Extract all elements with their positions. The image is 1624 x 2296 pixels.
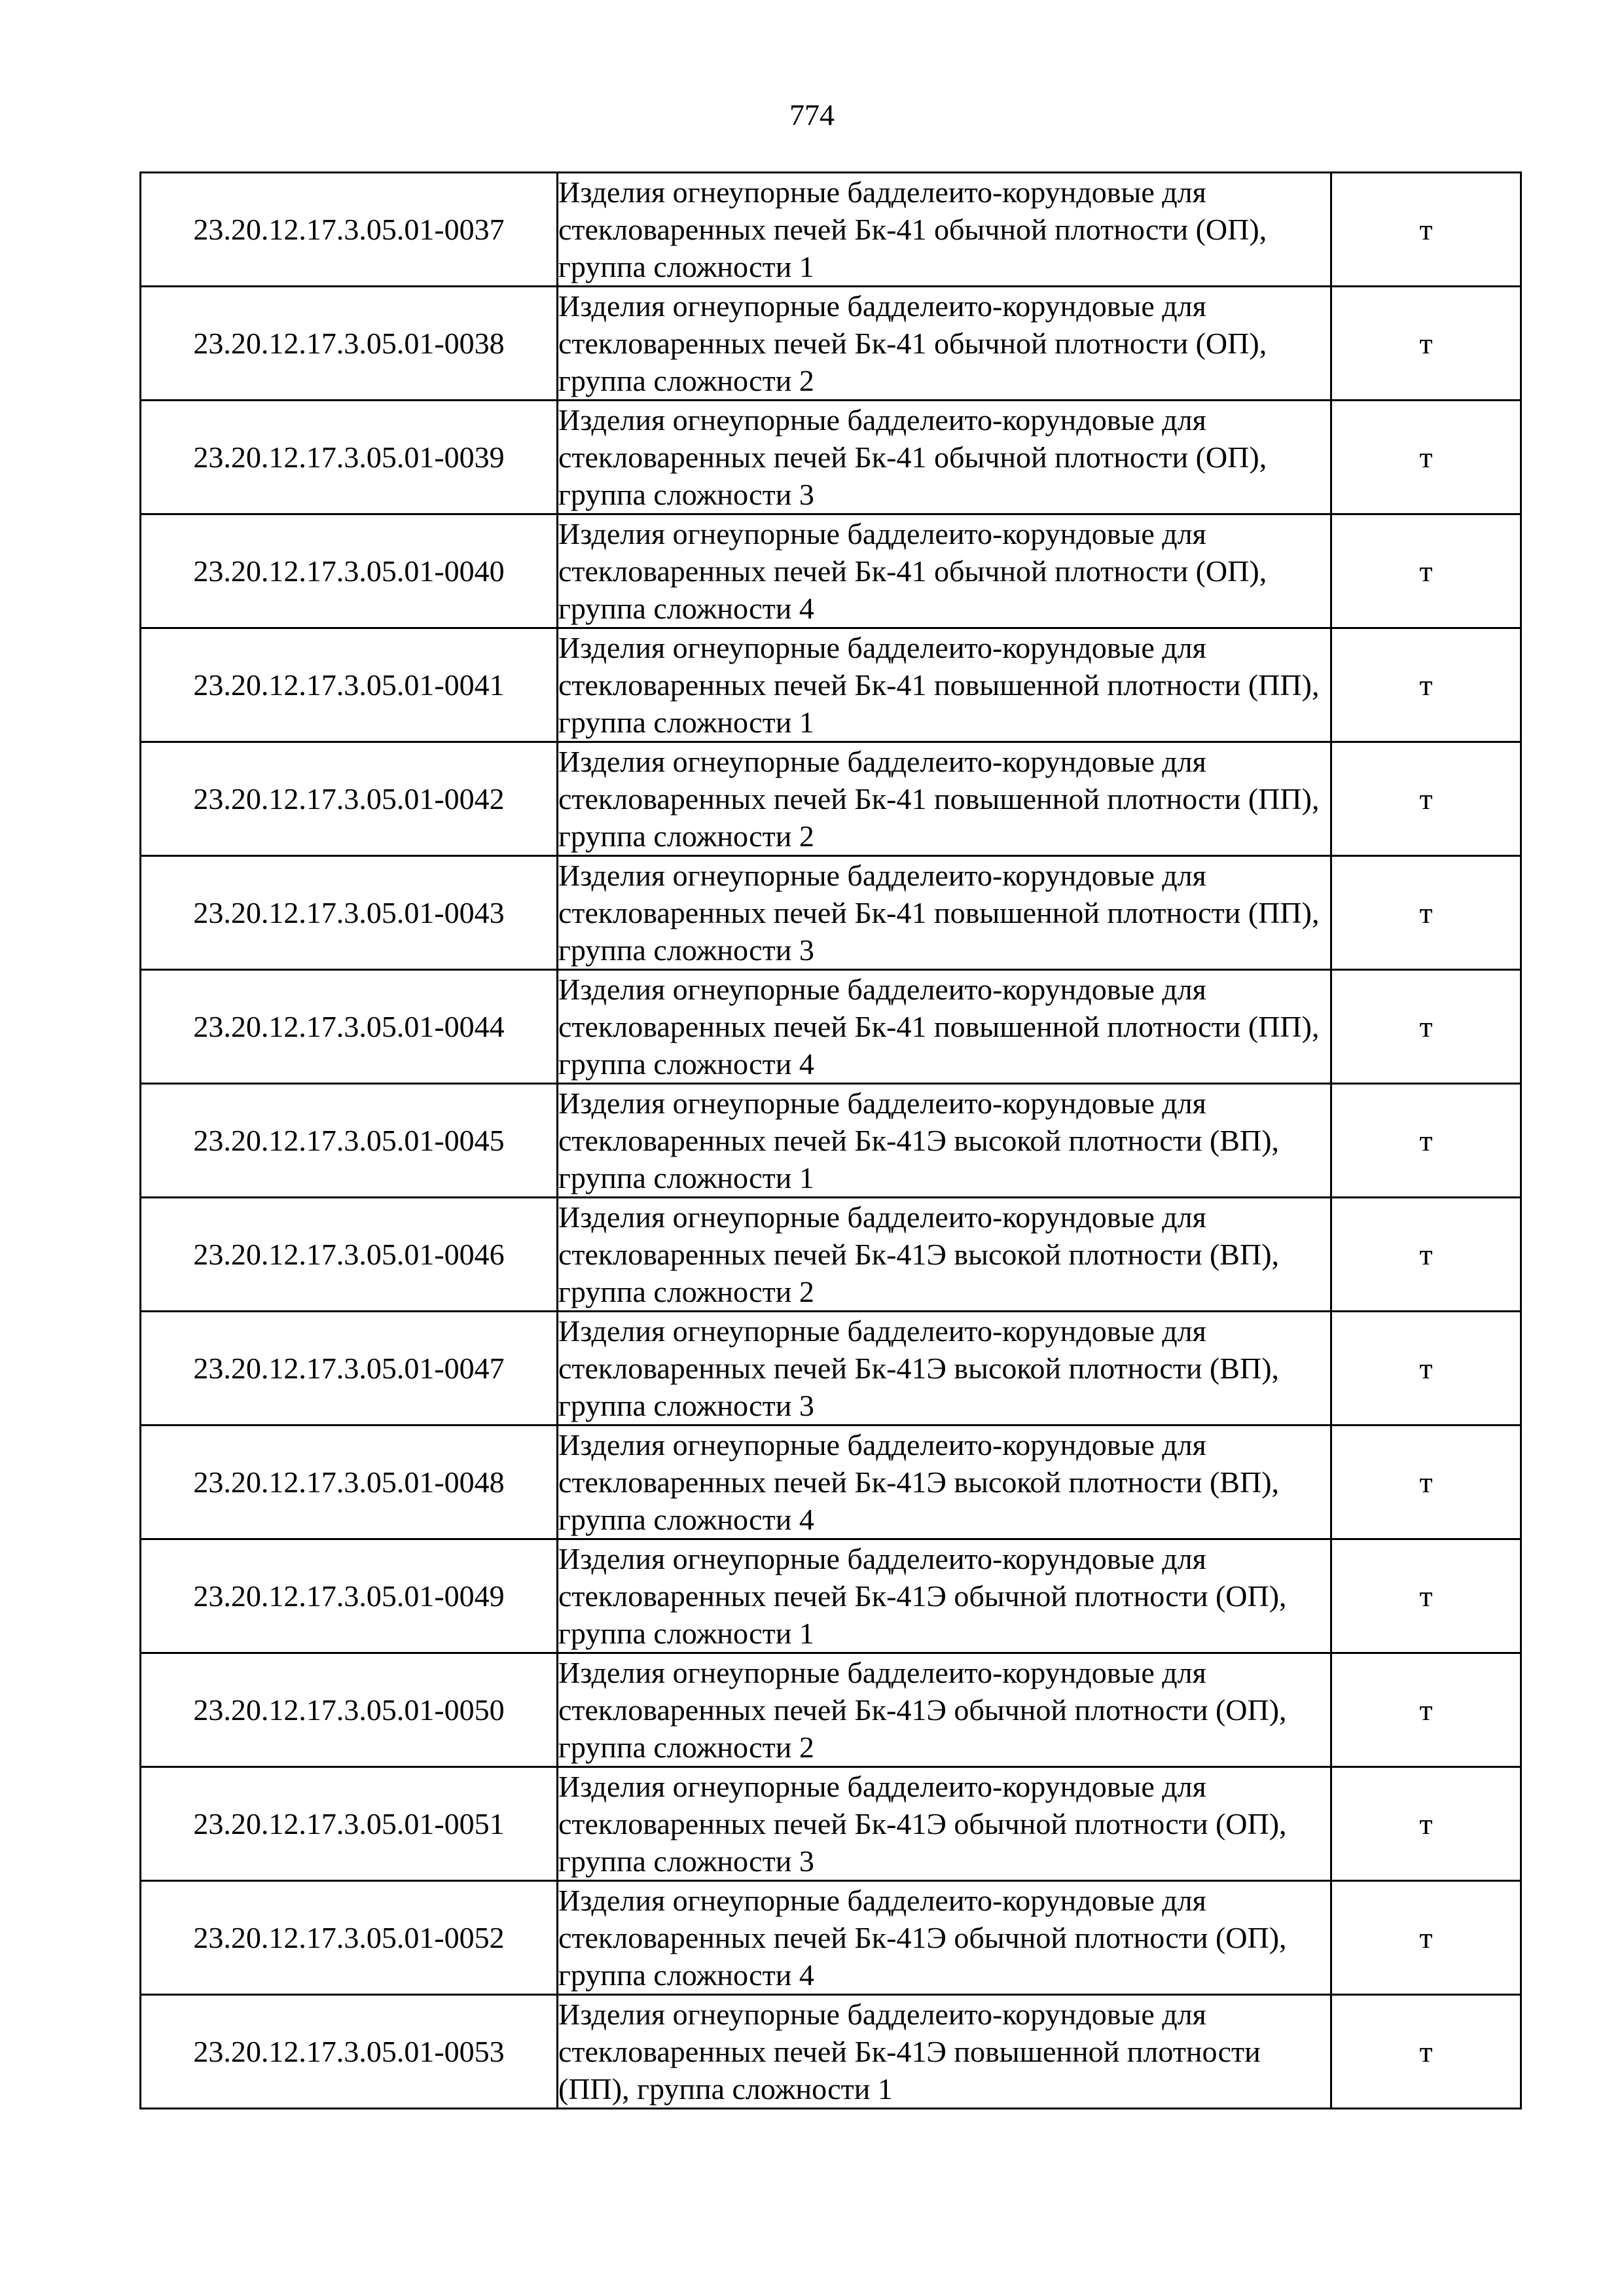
table-row [141, 514, 1521, 628]
unit-of-measure: т [1331, 1198, 1521, 1312]
resource-code: 23.20.12.17.3.05.01-0051 [141, 1767, 558, 1881]
table-row [141, 1084, 1521, 1198]
unit-of-measure: т [1331, 287, 1521, 401]
resource-name: Изделия огнеупорные бадделеито-корундовые для стекловаренных печей Бк-41Э повышенной плотности (ПП), группа сложности 1 [558, 1995, 1331, 2109]
resource-name: Изделия огнеупорные бадделеито-корундовые для стекловаренных печей Бк-41 повышенной плотности (ПП), группа сложности 3 [558, 856, 1331, 970]
resource-name: Изделия огнеупорные бадделеито-корундовые для стекловаренных печей Бк-41Э высокой плотности (ВП), группа сложности 2 [558, 1198, 1331, 1312]
table-row [141, 173, 1521, 287]
unit-of-measure: т [1331, 1881, 1521, 1995]
resource-name: Изделия огнеупорные бадделеито-корундовые для стекловаренных печей Бк-41Э высокой плотности (ВП), группа сложности 4 [558, 1426, 1331, 1539]
resource-code: 23.20.12.17.3.05.01-0046 [141, 1198, 558, 1312]
resource-name: Изделия огнеупорные бадделеито-корундовые для стекловаренных печей Бк-41 обычной плотности (ОП), группа сложности 1 [558, 173, 1331, 287]
resource-name: Изделия огнеупорные бадделеито-корундовые для стекловаренных печей Бк-41Э высокой плотности (ВП), группа сложности 1 [558, 1084, 1331, 1198]
table-row [141, 1653, 1521, 1767]
unit-of-measure: т [1331, 173, 1521, 287]
resource-name: Изделия огнеупорные бадделеито-корундовые для стекловаренных печей Бк-41 обычной плотности (ОП), группа сложности 4 [558, 514, 1331, 628]
resource-table [139, 171, 1522, 2109]
resource-code: 23.20.12.17.3.05.01-0044 [141, 970, 558, 1084]
table-row [141, 1767, 1521, 1881]
unit-of-measure: т [1331, 628, 1521, 742]
resource-name: Изделия огнеупорные бадделеито-корундовые для стекловаренных печей Бк-41 обычной плотности (ОП), группа сложности 3 [558, 401, 1331, 514]
resource-code: 23.20.12.17.3.05.01-0050 [141, 1653, 558, 1767]
resource-code: 23.20.12.17.3.05.01-0039 [141, 401, 558, 514]
table-row [141, 1995, 1521, 2109]
unit-of-measure: т [1331, 1426, 1521, 1539]
resource-code: 23.20.12.17.3.05.01-0053 [141, 1995, 558, 2109]
resource-name: Изделия огнеупорные бадделеито-корундовые для стекловаренных печей Бк-41 повышенной плотности (ПП), группа сложности 2 [558, 742, 1331, 856]
resource-name: Изделия огнеупорные бадделеито-корундовые для стекловаренных печей Бк-41 повышенной плотности (ПП), группа сложности 1 [558, 628, 1331, 742]
resource-code: 23.20.12.17.3.05.01-0045 [141, 1084, 558, 1198]
unit-of-measure: т [1331, 1539, 1521, 1653]
resource-code: 23.20.12.17.3.05.01-0049 [141, 1539, 558, 1653]
unit-of-measure: т [1331, 742, 1521, 856]
unit-of-measure: т [1331, 1312, 1521, 1426]
table-row [141, 1426, 1521, 1539]
unit-of-measure: т [1331, 1767, 1521, 1881]
resource-code: 23.20.12.17.3.05.01-0043 [141, 856, 558, 970]
resource-code: 23.20.12.17.3.05.01-0041 [141, 628, 558, 742]
table-row [141, 287, 1521, 401]
page-number: 774 [789, 98, 835, 132]
table-row [141, 1539, 1521, 1653]
resource-name: Изделия огнеупорные бадделеито-корундовые для стекловаренных печей Бк-41Э обычной плотности (ОП), группа сложности 3 [558, 1767, 1331, 1881]
resource-name: Изделия огнеупорные бадделеито-корундовые для стекловаренных печей Бк-41Э обычной плотности (ОП), группа сложности 2 [558, 1653, 1331, 1767]
resource-code: 23.20.12.17.3.05.01-0038 [141, 287, 558, 401]
resource-name: Изделия огнеупорные бадделеито-корундовые для стекловаренных печей Бк-41 обычной плотности (ОП), группа сложности 2 [558, 287, 1331, 401]
table-row [141, 1198, 1521, 1312]
unit-of-measure: т [1331, 856, 1521, 970]
resource-name: Изделия огнеупорные бадделеито-корундовые для стекловаренных печей Бк-41 повышенной плотности (ПП), группа сложности 4 [558, 970, 1331, 1084]
table-row [141, 401, 1521, 514]
unit-of-measure: т [1331, 1084, 1521, 1198]
resource-code: 23.20.12.17.3.05.01-0052 [141, 1881, 558, 1995]
table-row [141, 742, 1521, 856]
resource-code: 23.20.12.17.3.05.01-0037 [141, 173, 558, 287]
resource-code: 23.20.12.17.3.05.01-0048 [141, 1426, 558, 1539]
resource-code: 23.20.12.17.3.05.01-0040 [141, 514, 558, 628]
unit-of-measure: т [1331, 1653, 1521, 1767]
table-row [141, 1881, 1521, 1995]
resource-name: Изделия огнеупорные бадделеито-корундовые для стекловаренных печей Бк-41Э обычной плотности (ОП), группа сложности 1 [558, 1539, 1331, 1653]
unit-of-measure: т [1331, 514, 1521, 628]
resource-code: 23.20.12.17.3.05.01-0042 [141, 742, 558, 856]
unit-of-measure: т [1331, 970, 1521, 1084]
unit-of-measure: т [1331, 1995, 1521, 2109]
table-row [141, 1312, 1521, 1426]
resource-name: Изделия огнеупорные бадделеито-корундовые для стекловаренных печей Бк-41Э обычной плотности (ОП), группа сложности 4 [558, 1881, 1331, 1995]
table-row [141, 970, 1521, 1084]
table-row [141, 628, 1521, 742]
table-row [141, 856, 1521, 970]
unit-of-measure: т [1331, 401, 1521, 514]
resource-code: 23.20.12.17.3.05.01-0047 [141, 1312, 558, 1426]
resource-name: Изделия огнеупорные бадделеито-корундовые для стекловаренных печей Бк-41Э высокой плотности (ВП), группа сложности 3 [558, 1312, 1331, 1426]
